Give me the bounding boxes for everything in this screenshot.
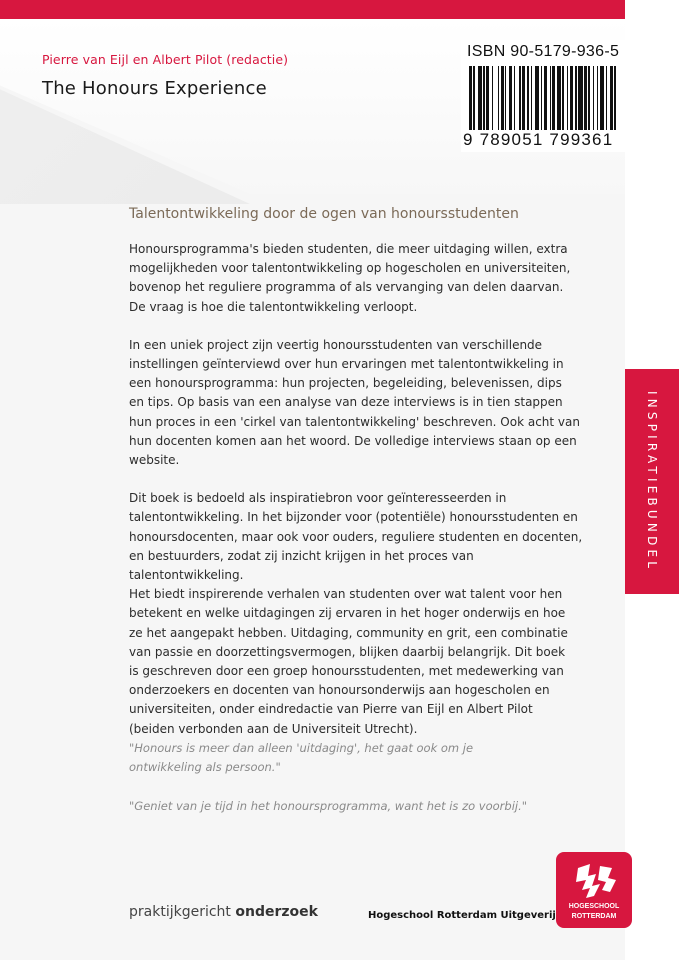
isbn-label: ISBN 90-5179-936-5 (467, 43, 620, 60)
hogeschool-rotterdam-logo (556, 852, 632, 928)
logo-line-1: HOGESCHOOL (568, 903, 620, 910)
barcode-bars (469, 66, 619, 130)
series-name-bold: onderzoek (235, 904, 318, 920)
logo-line-2: ROTTERDAM (571, 913, 617, 920)
editors-line: Pierre van Eijl en Albert Pilot (redactie) (42, 52, 289, 67)
paragraph-3: Dit boek is bedoeld als inspiratiebron voor geïnteresseerden in talentontwikkeling. In het bijzonder voor (potentiële) honoursstudenten en honoursdocenten, maar ook voor ouders, reguliere studenten en docenten, en bestuurders, zodat zij inzicht krijgen in het proces van talentontwikkeling. Het biedt inspirerende verhalen van studenten over wat talent voor hen betekent en welke uitdagingen zij ervaren in het hoger onderwijs en hoe ze het aangepakt hebben. Uitdaging, community en grit, een combinatie van passie en doorzettingsvermogen, blijken daarbij belangrijk. Dit boek is geschreven door een groep honoursstudenten, met medewerking van onderzoekers en docenten van honoursonderwijs aan hogescholen en universiteiten, onder eindredactie van Pierre van Eijl en Albert Pilot (beiden verbonden aan de Universiteit Utrecht). (129, 491, 583, 736)
side-tab (625, 369, 679, 594)
side-tab-label: INSPIRATIEBUNDEL (645, 390, 659, 573)
series-name-light: praktijkgericht (129, 904, 231, 920)
quote-1: "Honours is meer dan alleen 'uitdaging', het gaat ook om je ontwikkeling als persoon." (129, 741, 474, 774)
quote-2: "Geniet van je tijd in het honoursprogramma, want het is zo voorbij." (129, 799, 528, 813)
series-name (129, 904, 318, 920)
isbn-barcode (461, 40, 625, 152)
top-accent-bar (0, 0, 625, 19)
hogeschool-rotterdam-logo-icon (570, 862, 618, 900)
subtitle: Talentontwikkeling door de ogen van honoursstudenten (129, 206, 519, 222)
barcode-number: 9 789051 799361 (463, 130, 614, 149)
publisher-name: Hogeschool Rotterdam Uitgeverij (368, 910, 556, 921)
paragraph-1: Honoursprogramma's bieden studenten, die meer uitdaging willen, extra mogelijkheden voor talentontwikkeling op hogescholen en universiteiten, bovenop het reguliere programma of als vervanging van delen daarvan. De vraag is hoe die talentontwikkeling verloopt. (129, 242, 571, 314)
body-text (129, 240, 589, 758)
paragraph-2: In een uniek project zijn veertig honoursstudenten van verschillende instellingen geïnterviewd over hun ervaringen met talentontwikkeling in een honoursprogramma: hun projecten, begeleiding, belevenissen, dips en tips. Op basis van een analyse van deze interviews is in tien stappen hun proces in een 'cirkel van talentontwikkeling' beschreven. Ook acht van hun docenten komen aan het woord. De volledige interviews staan op een website. (129, 337, 580, 468)
book-title: The Honours Experience (42, 78, 267, 99)
